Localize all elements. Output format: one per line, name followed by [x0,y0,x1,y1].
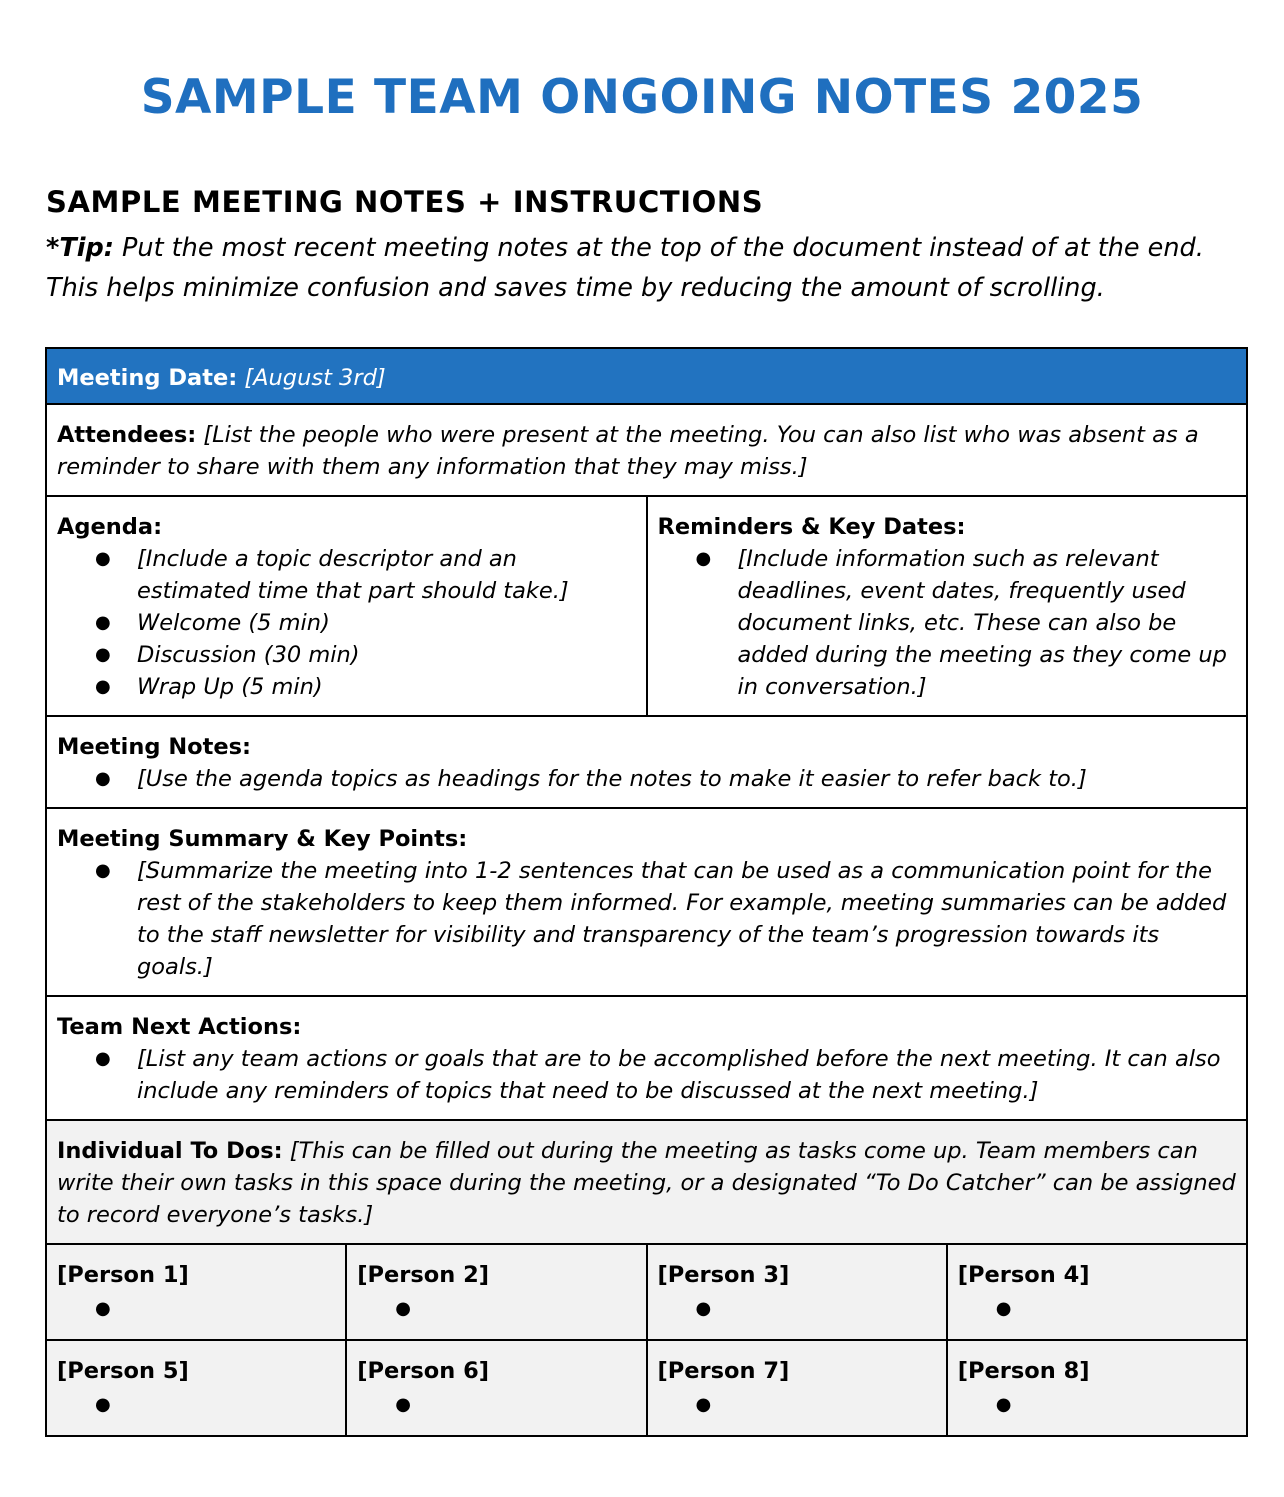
person-label: [Person 2] [357,1262,490,1288]
meeting-date-label: Meeting Date: [57,365,238,391]
next-actions-label: Team Next Actions: [57,1014,302,1040]
bullet-icon: ● [395,1298,411,1319]
meeting-date-cell[interactable] [46,348,1247,404]
summary-item: ● [Summarize the meeting into 1-2 sentences that can be used as a communication point for the rest of the stakeholders to keep them informed. For example, meeting summaries can be added to the staff newsletter for visibility and transparency of the team’s progression towards its goals.] [137,855,1236,983]
bullet-icon: ● [995,1298,1012,1319]
reminders-list [658,543,1237,703]
agenda-cell[interactable] [46,496,647,716]
person-cell[interactable] [346,1244,646,1340]
agenda-item: ● Discussion (30 min) [137,639,636,671]
persons-row-2 [46,1340,1247,1436]
person-cell[interactable] [647,1340,947,1436]
person-label: [Person 6] [357,1358,490,1384]
agenda-reminders-row [46,496,1247,716]
tip-text: Put the most recent meeting notes at the top of the document instead of at the end. This helps minimize confusion and saves time by reducing the amount of scrolling. [46,233,1204,303]
person-cell[interactable] [46,1244,346,1340]
bullet-icon: ● [95,1394,111,1415]
person-cell[interactable] [947,1340,1247,1436]
meeting-date-row [46,348,1247,404]
person-cell[interactable] [346,1340,646,1436]
reminders-label: Reminders & Key Dates: [657,514,966,540]
next-actions-cell[interactable] [46,996,1247,1120]
bullet-icon: ● [695,1298,712,1319]
tip-label: *Tip: [46,233,114,263]
todos-label: Individual To Dos: [57,1138,283,1164]
persons-row-1 [46,1244,1247,1340]
meeting-notes-cell[interactable] [46,716,1247,808]
next-actions-list [57,1043,1236,1107]
summary-row [46,808,1247,996]
agenda-label: Agenda: [57,514,163,540]
bullet-icon: ● [95,1298,111,1319]
person-label: [Person 8] [957,1358,1090,1384]
agenda-item: ● Welcome (5 min) [137,607,636,639]
agenda-item: ● [Include a topic descriptor and an estimated time that part should take.] [137,543,636,607]
meeting-notes-label: Meeting Notes: [57,734,252,760]
meeting-notes-item: ● [Use the agenda topics as headings for the notes to make it easier to refer back to.] [137,763,1236,795]
person-cell[interactable] [46,1340,346,1436]
bullet-icon: ● [695,1394,712,1415]
meeting-notes-table [45,347,1248,1437]
person-cell[interactable] [647,1244,947,1340]
section-heading: SAMPLE MEETING NOTES + INSTRUCTIONS [46,185,764,219]
attendees-text: [List the people who were present at the meeting. You can also list who was absent as a reminder to share with them any information that they may miss.] [57,422,1199,480]
next-actions-item: ● [List any team actions or goals that are to be accomplished before the next meeting. It can also include any reminders of topics that need to be discussed at the next meeting.] [137,1043,1236,1107]
attendees-row [46,404,1247,496]
document-title: SAMPLE TEAM ONGOING NOTES 2025 [140,70,1144,125]
attendees-label: Attendees: [57,422,197,448]
next-actions-row [46,996,1247,1120]
person-cell[interactable] [947,1244,1247,1340]
bullet-icon: ● [395,1394,411,1415]
agenda-list [57,543,636,703]
person-label: [Person 3] [657,1262,790,1288]
summary-label: Meeting Summary & Key Points: [57,826,468,852]
agenda-item: ● Wrap Up (5 min) [137,671,636,703]
tip-paragraph [46,228,1246,308]
person-label: [Person 1] [57,1262,189,1288]
summary-list [57,855,1236,983]
meeting-notes-row [46,716,1247,808]
attendees-cell[interactable] [46,404,1247,496]
bullet-icon: ● [995,1394,1012,1415]
todos-text: [This can be filled out during the meeting as tasks come up. Team members can write their own tasks in this space during the meeting, or a designated “To Do Catcher” can be assigned to record everyone’s tasks.] [57,1138,1236,1228]
person-label: [Person 4] [957,1262,1090,1288]
meeting-notes-list [57,763,1236,795]
summary-cell[interactable] [46,808,1247,996]
meeting-date-value: [August 3rd] [244,365,386,391]
todos-row [46,1120,1247,1244]
todos-cell[interactable] [46,1120,1247,1244]
reminders-cell[interactable] [647,496,1248,716]
reminders-item: ● [Include information such as relevant deadlines, event dates, frequently used document links, etc. These can also be added during the meeting as they come up in conversation.] [738,543,1237,703]
person-label: [Person 5] [57,1358,189,1384]
person-label: [Person 7] [657,1358,790,1384]
